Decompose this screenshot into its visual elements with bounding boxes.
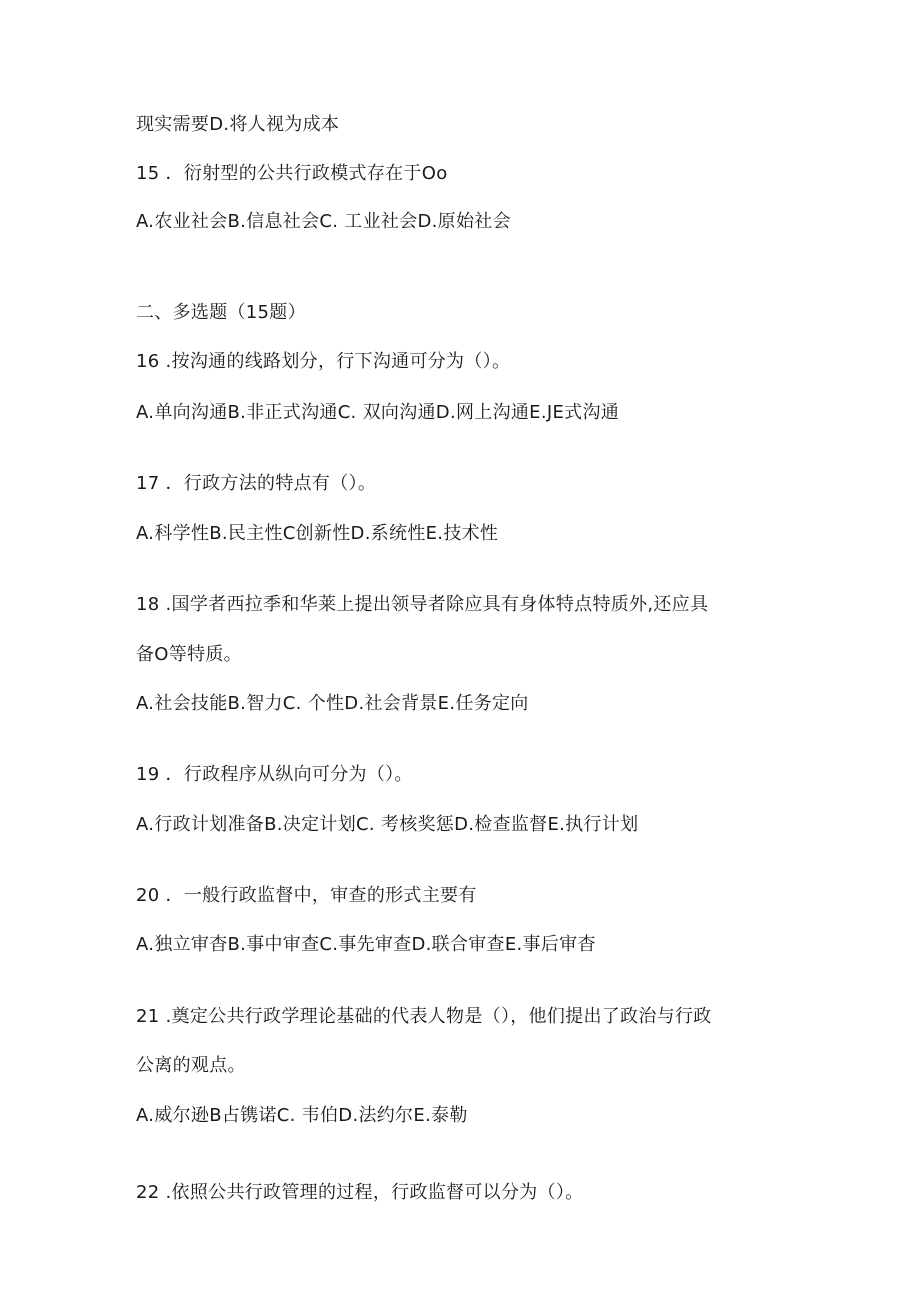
question-22: 22 .依照公共行政管理的过程，行政监督可以分为（）。	[136, 1182, 584, 1203]
text-line-q14-tail: 现实需要D.将人视为成本	[136, 114, 340, 135]
options-16: A.单向沟通B.非正式沟通C. 双向沟通D.网上沟通E.JE式沟通	[136, 402, 620, 423]
options-18: A.社会技能B.智力C. 个性D.社会背景E.任务定向	[136, 693, 529, 714]
question-19: 19 ．行政程序从纵向可分为（）。	[136, 764, 413, 785]
options-17: A.科学性B.民主性C创新性D.系统性E.技术性	[136, 523, 499, 544]
question-16: 16 .按沟通的线路划分，行下沟通可分为（）。	[136, 351, 511, 372]
question-18-continued: 备O等特质。	[136, 644, 242, 665]
question-17: 17 ．行政方法的特点有（）。	[136, 473, 377, 494]
question-15: 15 ．衍射型的公共行政模式存在于Oo	[136, 163, 448, 184]
section-heading-multiple-choice: 二、多选题（15题）	[136, 302, 306, 323]
question-18: 18 .国学者西拉季和华莱上提出领导者除应具有身体特点特质外,还应具	[136, 594, 709, 615]
question-21: 21 .奠定公共行政学理论基础的代表人物是（），他们提出了政治与行政	[136, 1006, 712, 1027]
options-21: A.威尔逊B占镌诺C. 韦伯D.法约尔E.泰勒	[136, 1105, 468, 1126]
options-20: A.独立审杳B.事中审查C.事先审查D.联合审查E.事后审杳	[136, 934, 596, 955]
question-20: 20 ．一般行政监督中，审查的形式主要有	[136, 885, 477, 906]
options-19: A.行政计划准备B.决定计划C. 考核奖惩D.检查监督E.执行计划	[136, 814, 639, 835]
options-15: A.农业社会B.信息社会C. 工业社会D.原始社会	[136, 211, 511, 232]
question-21-continued: 公离的观点。	[136, 1055, 246, 1076]
